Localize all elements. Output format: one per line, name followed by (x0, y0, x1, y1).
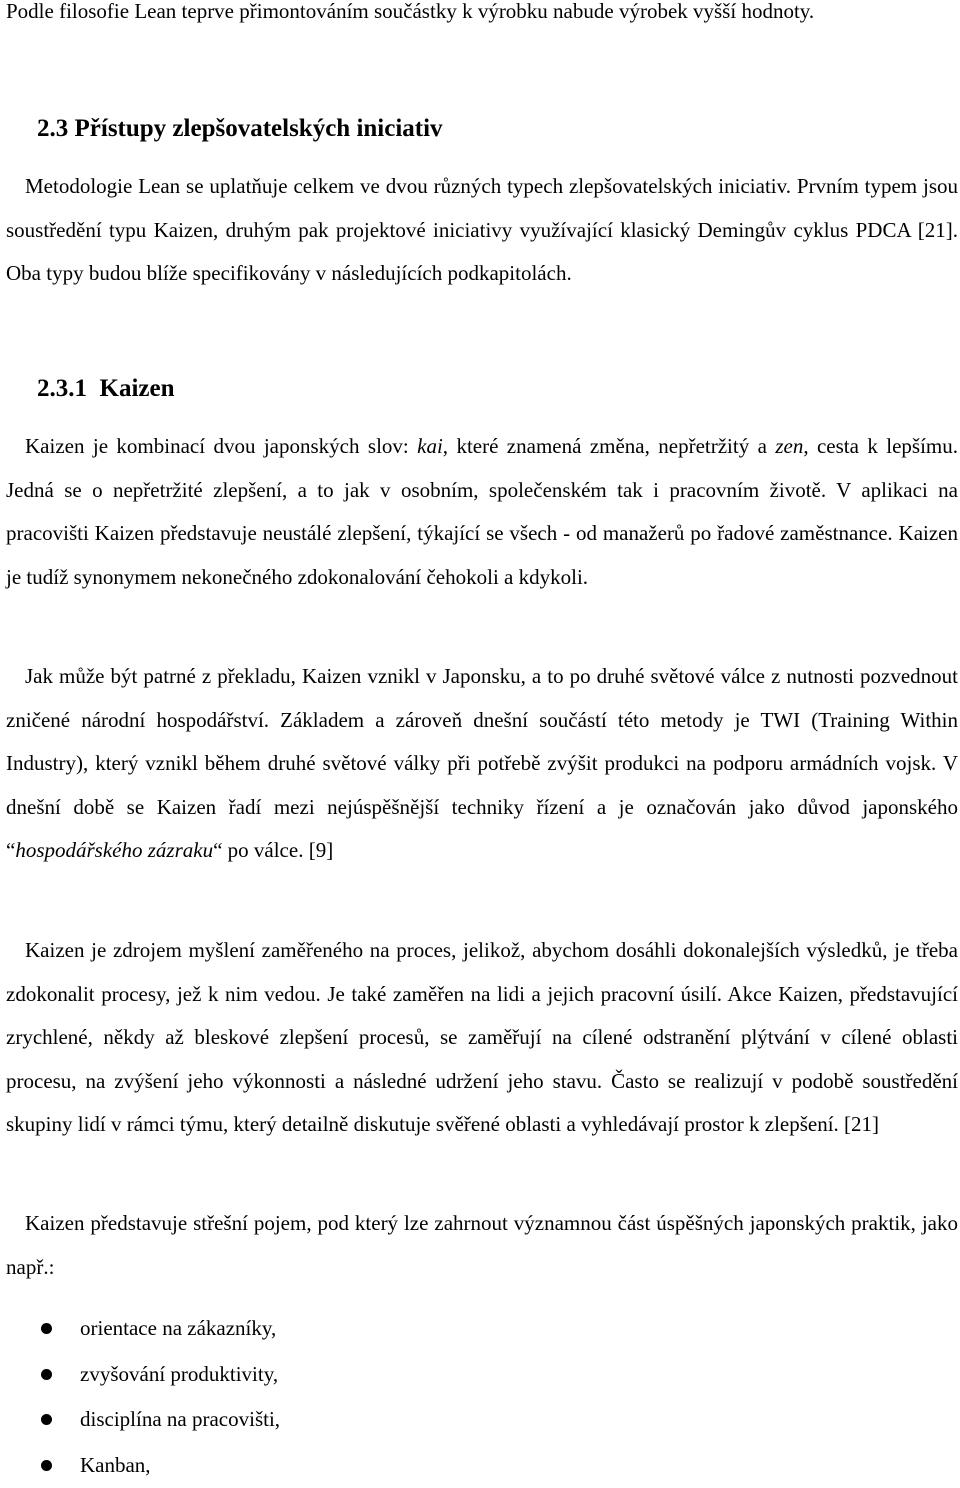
section-heading-2-3-1 (37, 374, 175, 404)
section-title: Přístupy zlepšovatelských iniciativ (75, 115, 443, 142)
text-run: Jak může být patrné z překladu, Kaizen vznikl v Japonsku, a to po druhé světové válce z nutnosti pozvednout zničené národní hospodářství. Základem a zároveň dnešní součástí této metody je TWI (Training Within Industry), který vznikl během druhé světové války při potřebě zvýšit produkci na podporu armádních vojsk. V dnešní době se Kaizen řadí mezi nejúspěšnější techniky řízení a je označován jako důvod japonského “ (6, 664, 958, 862)
paragraph-kaizen-umbrella: Kaizen představuje střešní pojem, pod který lze zahrnout významnou část úspěšných japonských praktik, jako např.: (6, 1202, 958, 1289)
paragraph-approaches: Metodologie Lean se uplatňuje celkem ve dvou různých typech zlepšovatelských iniciativ. Prvním typem jsou soustředění typu Kaizen, druhým pak projektové iniciativy využívající klasický Demingův cyklus PDCA [21]. Oba typy budou blíže specifikovány v následujících podkapitolách. (6, 165, 958, 296)
list-item-text: disciplína na pracovišti, (80, 1397, 280, 1443)
section-number: 2.3.1 (37, 375, 87, 402)
section-heading-2-3 (37, 114, 443, 144)
text-run: , cesta k lepšímu. Jedná se o nepřetržité zlepšení, a to jak v osobním, společenském tak i pracovním životě. V aplikaci na pracovišti Kaizen představuje neustálé zlepšení, týkající se všech - od manažerů po řadové zaměstnance. Kaizen je tudíž synonymem nekonečného zdokonalování čehokoli a kdykoli. (6, 434, 958, 589)
bullet-icon (41, 1414, 52, 1425)
text-run: “ po válce. [9] (213, 838, 333, 862)
paragraph-kaizen-history (6, 655, 958, 873)
bullet-icon (41, 1323, 52, 1334)
list-item-text: Kanban, (80, 1443, 151, 1488)
paragraph-kaizen-process: Kaizen je zdrojem myšlení zaměřeného na proces, jelikož, abychom dosáhli dokonalejších výsledků, je třeba zdokonalit procesy, jež k nim vedou. Je také zaměřen na lidi a jejich pracovní úsilí. Akce Kaizen, představující zrychlené, někdy až bleskové zlepšení procesů, se zaměřují na cílené odstranění plýtvání v cílené oblasti procesu, na zvýšení jeho výkonnosti a následné udržení jeho stavu. Často se realizují v podobě soustředění skupiny lidí v rámci týmu, který detailně diskutuje svěřené oblasti a vyhledávají prostor k zlepšení. [21] (6, 929, 958, 1147)
intro-paragraph: Podle filosofie Lean teprve přimontováním součástky k výrobku nabude výrobek vyšší hodnoty. (6, 0, 958, 34)
term-zen: zen (775, 434, 803, 458)
term-kai: kai (417, 434, 443, 458)
term-economic-miracle: hospodářského zázraku (15, 838, 213, 862)
list-item-text: zvyšování produktivity, (80, 1352, 278, 1398)
section-number: 2.3 (37, 115, 68, 142)
section-title: Kaizen (100, 375, 175, 402)
text-run: , které znamená změna, nepřetržitý a (443, 434, 776, 458)
list-item-text: orientace na zákazníky, (80, 1306, 276, 1352)
text-run: Kaizen je kombinací dvou japonských slov: (25, 434, 417, 458)
paragraph-kaizen-definition (6, 425, 958, 599)
bullet-icon (41, 1460, 52, 1471)
bullet-icon (41, 1369, 52, 1380)
